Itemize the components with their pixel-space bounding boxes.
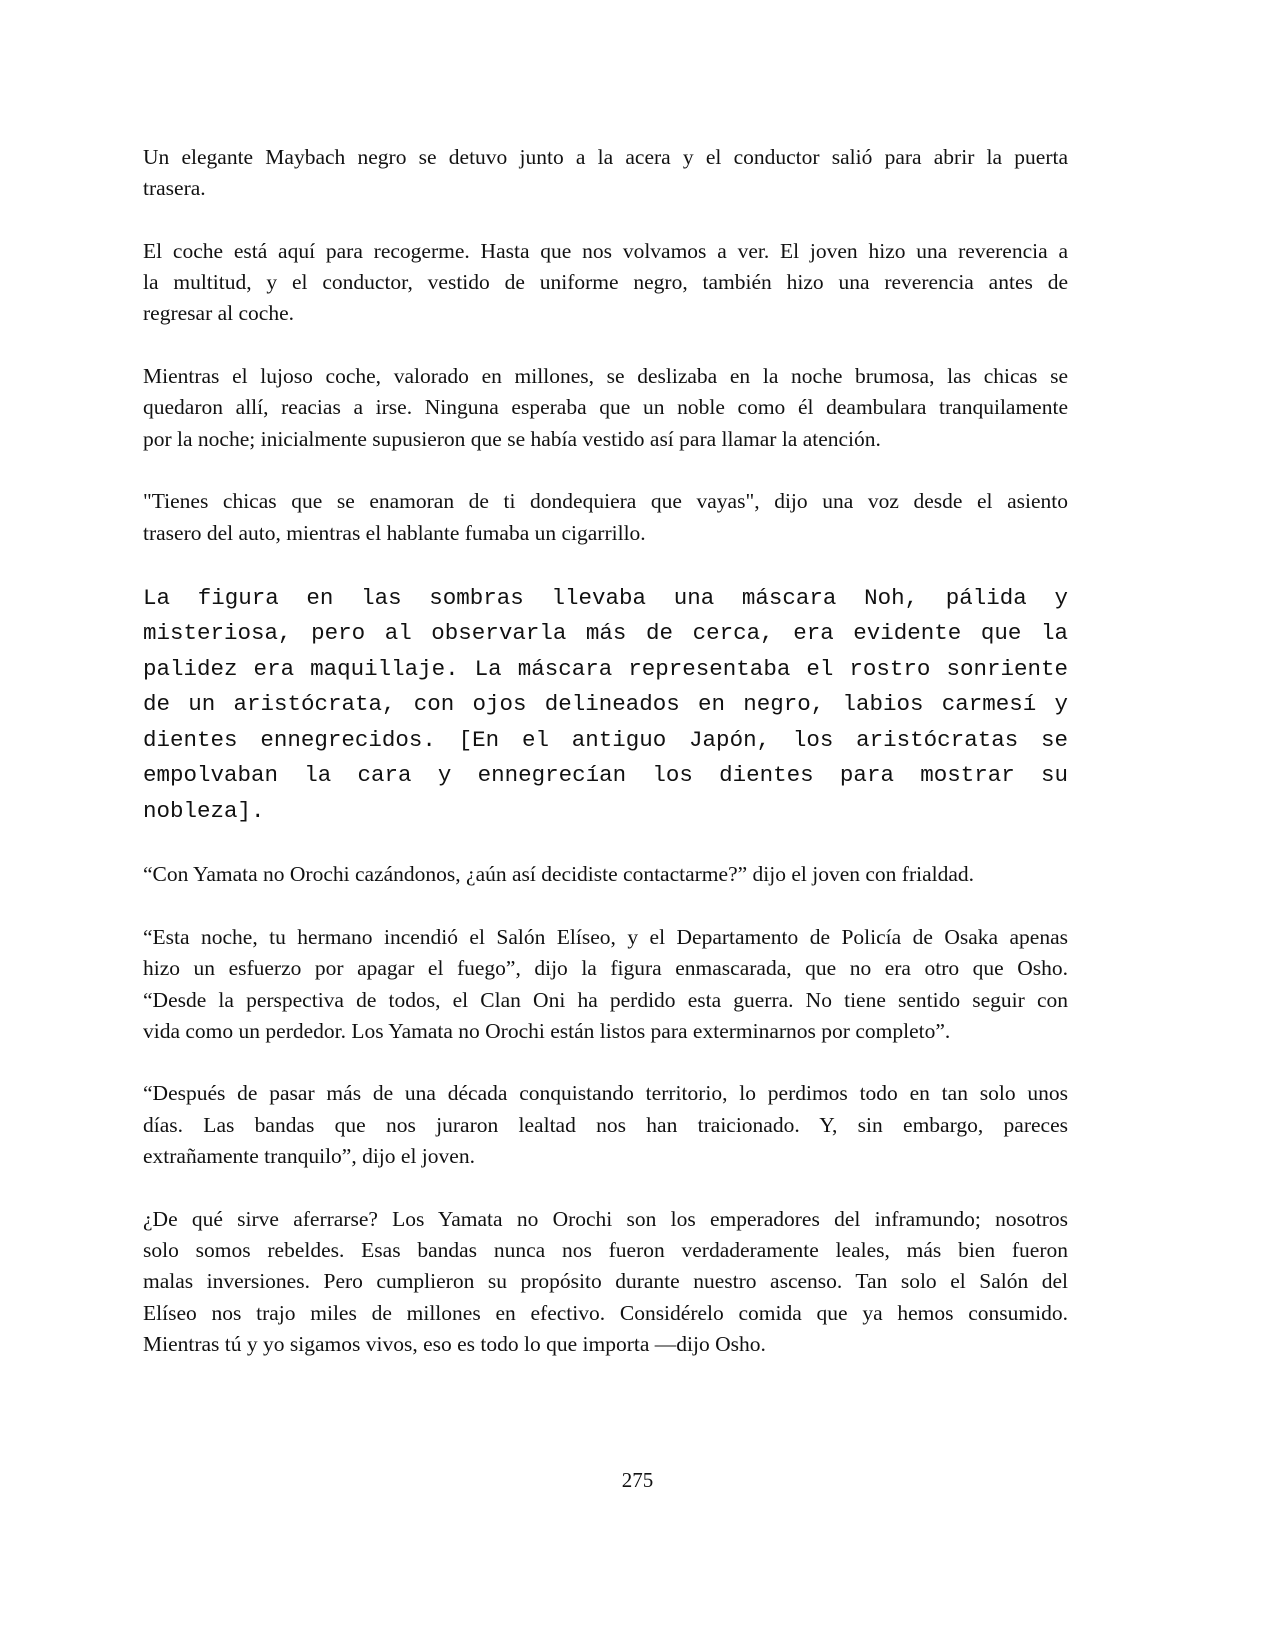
paragraph <box>143 1204 1068 1360</box>
paragraph <box>143 486 1068 549</box>
text-line: empolvaban la cara y ennegrecían los dientes para mostrar su <box>143 762 1068 789</box>
text-line: solo somos rebeldes. Esas bandas nunca nos fueron verdaderamente leales, más bien fueron <box>143 1237 1068 1262</box>
text-line: malas inversiones. Pero cumplieron su propósito durante nuestro ascenso. Tan solo el Salón del <box>143 1269 1068 1294</box>
text-line: Mientras tú y yo sigamos vivos, eso es todo lo que importa —dijo Osho. <box>143 1331 766 1356</box>
text-line: nobleza]. <box>143 797 265 824</box>
text-line: trasera. <box>143 176 206 201</box>
text-line: La figura en las sombras llevaba una máscara Noh, pálida y <box>143 584 1068 611</box>
text-line: “Después de pasar más de una década conquistando territorio, lo perdimos todo en tan solo unos <box>143 1081 1068 1106</box>
text-line: días. Las bandas que nos juraron lealtad nos han traicionado. Y, sin embargo, pareces <box>143 1112 1068 1137</box>
page-body <box>143 142 1068 1391</box>
text-line: por la noche; inicialmente supusieron que se había vestido así para llamar la atención. <box>143 426 881 451</box>
text-line: "Tienes chicas que se enamoran de ti dondequiera que vayas", dijo una voz desde el asiento <box>143 489 1068 514</box>
text-line: “Con Yamata no Orochi cazándonos, ¿aún así decidiste contactarme?” dijo el joven con frialdad. <box>143 862 975 887</box>
text-line: regresar al coche. <box>143 301 294 326</box>
text-line: la multitud, y el conductor, vestido de uniforme negro, también hizo una reverencia antes de <box>143 270 1068 295</box>
text-line: Elíseo nos trajo miles de millones en efectivo. Considérelo comida que ya hemos consumido. <box>143 1300 1068 1325</box>
text-line: de un aristócrata, con ojos delineados en negro, labios carmesí y <box>143 691 1068 718</box>
text-line: “Esta noche, tu hermano incendió el Salón Elíseo, y el Departamento de Policía de Osaka apenas <box>143 924 1068 949</box>
paragraph <box>143 1078 1068 1172</box>
text-line: quedaron allí, reacias a irse. Ninguna esperaba que un noble como él deambulara tranquilamente <box>143 395 1068 420</box>
text-line: El coche está aquí para recogerme. Hasta que nos volvamos a ver. El joven hizo una reverencia a <box>143 238 1068 263</box>
text-line: vida como un perdedor. Los Yamata no Orochi están listos para exterminarnos por completo”. <box>143 1018 951 1043</box>
text-line: palidez era maquillaje. La máscara representaba el rostro sonriente <box>143 655 1068 682</box>
paragraph <box>143 236 1068 330</box>
monospace-paragraph <box>143 581 1068 830</box>
text-line: ¿De qué sirve aferrarse? Los Yamata no Orochi son los emperadores del inframundo; nosotros <box>143 1206 1068 1231</box>
text-line: extrañamente tranquilo”, dijo el joven. <box>143 1144 475 1169</box>
text-line: trasero del auto, mientras el hablante fumaba un cigarrillo. <box>143 520 646 545</box>
paragraph <box>143 859 1068 890</box>
text-line: Un elegante Maybach negro se detuvo junto a la acera y el conductor salió para abrir la puerta <box>143 145 1068 169</box>
paragraph <box>143 142 1068 205</box>
text-line: misteriosa, pero al observarla más de cerca, era evidente que la <box>143 620 1068 647</box>
text-line: hizo un esfuerzo por apagar el fuego”, dijo la figura enmascarada, que no era otro que Osho. <box>143 956 1068 981</box>
paragraph <box>143 361 1068 455</box>
text-line: “Desde la perspectiva de todos, el Clan Oni ha perdido esta guerra. No tiene sentido seguir con <box>143 987 1068 1012</box>
text-line: dientes ennegrecidos. [En el antiguo Japón, los aristócratas se <box>143 726 1068 753</box>
page-number: 275 <box>621 1468 654 1492</box>
text-line: Mientras el lujoso coche, valorado en millones, se deslizaba en la noche brumosa, las chicas se <box>143 364 1068 389</box>
paragraph <box>143 922 1068 1047</box>
